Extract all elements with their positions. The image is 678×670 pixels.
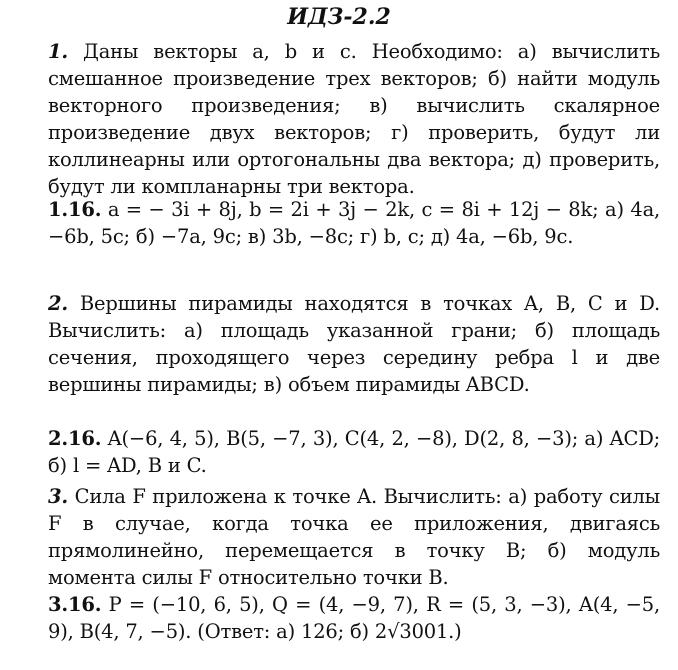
- variant-3-number: 3.16.: [48, 593, 102, 616]
- task-1: [18, 38, 660, 200]
- variant-2-number: 2.16.: [48, 427, 102, 450]
- variant-1-text: a = − 3i + 8j, b = 2i + 3j − 2k, c = 8i + 12j − 8k; а) 4a, −6b, 5c; б) −7a, 9c; в) 3b, −8c; г) b, c; д) 4a, −6b, 9c.: [48, 198, 661, 248]
- task-3: [18, 483, 660, 591]
- variant-2-text: A(−6, 4, 5), B(5, −7, 3), C(4, 2, −8), D(2, 8, −3); а) ACD; б) l = AD, B и C.: [48, 427, 660, 477]
- task-2: [18, 290, 660, 398]
- task-3-text: Сила F приложена к точке A. Вычислить: а) работу силы F в случае, когда точка ее приложения, двигаясь прямолинейно, перемещается в точку B; б) модуль момента силы F относительно точки B.: [48, 485, 661, 589]
- task-2-number: 2.: [48, 292, 68, 315]
- task-2-text: Вершины пирамиды находятся в точках A, B, C и D. Вычислить: а) площадь указанной грани; б) площадь сечения, проходящего через середину ребра l и две вершины пирамиды; в) объем пирамиды ABCD.: [48, 292, 660, 396]
- variant-1-16: [18, 196, 660, 250]
- task-3-number: 3.: [48, 485, 68, 508]
- variant-2-16: [18, 425, 660, 479]
- variant-1-number: 1.16.: [48, 198, 102, 221]
- page-title: ИДЗ-2.2: [287, 4, 391, 30]
- task-1-number: 1.: [48, 40, 68, 63]
- task-1-text: Даны векторы a, b и c. Необходимо: а) вычислить смешанное произведение трех векторов; б) найти модуль векторного произведения; в) вычислить скалярное произведение двух векторов; г) проверить, будут ли коллинеарны или ортогональны два вектора; д) проверить, будут ли компланарны три вектора.: [48, 40, 661, 198]
- variant-3-text: P = (−10, 6, 5), Q = (4, −9, 7), R = (5, 3, −3), A(4, −5, 9), B(4, 7, −5). (Ответ: а) 126; б) 2√3001.): [48, 593, 661, 643]
- variant-3-16: [18, 591, 660, 645]
